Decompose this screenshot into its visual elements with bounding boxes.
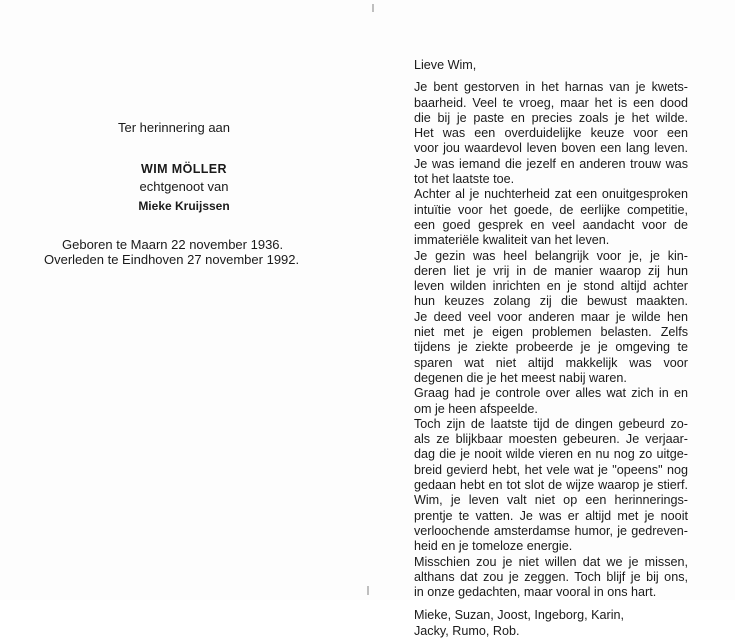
letter-line: degenen die je het meest nabij waren. xyxy=(414,370,627,385)
letter-line: verloochende amsterdamse humor, je gedreven- xyxy=(414,523,688,538)
letter-line: om je heen afspeelde. xyxy=(414,401,538,416)
letter-line: als ze blijkbaar moesten gebeuren. Je verjaar- xyxy=(414,432,688,447)
letter-line: tijdens je ziekte probeerde je je omgeving te xyxy=(414,340,688,355)
signoff-line: Jacky, Rumo, Rob. xyxy=(414,623,520,638)
letter-line: leven wilden inrichten en je stond altijd achter xyxy=(414,279,688,294)
right-panel xyxy=(368,0,735,638)
letter-line: Je bent gestorven in het harnas van je kwets- xyxy=(414,80,688,95)
letter xyxy=(414,58,688,639)
letter-line: Het was een overduidelijke keuze voor een xyxy=(414,126,688,141)
letter-line: niet met je eigen problemen belasten. Zelfs xyxy=(414,325,688,340)
letter-line: die bij je paste en precies zoals je het wilde. xyxy=(414,110,688,125)
letter-line: breid gevierd hebt, het vele wat je "opeens" nog xyxy=(414,462,688,477)
letter-line: immateriële kwaliteit van het leven. xyxy=(414,233,610,248)
spouse-name: Mieke Kruijssen xyxy=(138,199,230,213)
spouse-of-text: echtgenoot van xyxy=(139,179,229,194)
fold-mark xyxy=(367,586,369,595)
intro-text: Ter herinnering aan xyxy=(118,120,231,135)
letter-line: Achter al je nuchterheid zat een onuitgesproken xyxy=(414,187,688,202)
letter-line: hun keuzes zolang zij die bewust maakten. xyxy=(414,294,688,309)
letter-line: baarheid. Veel te vroeg, maar het is een dood xyxy=(414,95,688,110)
letter-line: heid en je tomeloze energie. xyxy=(414,539,573,554)
letter-line: dag die je nooit wilde vieren en nu nog zo uitge- xyxy=(414,447,688,462)
died-line: Overleden te Eindhoven 27 november 1992. xyxy=(44,252,300,267)
letter-signoff xyxy=(414,608,688,639)
letter-line: een goed gesprek en veel aandacht voor de xyxy=(414,217,688,232)
letter-greeting: Lieve Wim, xyxy=(414,58,477,72)
signoff-line: Mieke, Suzan, Joost, Ingeborg, Karin, xyxy=(414,608,625,623)
letter-line: intuïtie voor het goede, de eerlijke competitie, xyxy=(414,202,688,217)
letter-line: althans dat zou je zeggen. Toch blijf je bij ons, xyxy=(414,569,688,584)
letter-line: Je gezin was heel belangrijk voor je, je kin- xyxy=(414,248,688,263)
letter-line: Graag had je controle over alles wat zich in en xyxy=(414,386,688,401)
letter-line: Je was iemand die jezelf en anderen trouw was xyxy=(414,156,688,171)
letter-line: gedaan hebt en tot slot de wijze waarop je stierf. xyxy=(414,478,688,493)
left-panel xyxy=(0,0,368,600)
letter-body xyxy=(414,80,688,600)
fold-mark xyxy=(372,4,374,12)
letter-line: prentje te vatten. Je was er altijd met je nooit xyxy=(414,508,688,523)
letter-line: voor jou waardevol leven boven een lang leven. xyxy=(414,141,688,156)
letter-line: Je deed veel voor anderen maar je wilde hen xyxy=(414,309,688,324)
born-line: Geboren te Maarn 22 november 1936. xyxy=(62,237,284,252)
letter-line: deren liet je vrij in de manier waarop zij hun xyxy=(414,263,688,278)
letter-line: Toch zijn de laatste tijd de dingen gebeurd zo- xyxy=(414,416,688,431)
letter-line: sparen wat niet altijd makkelijk was voor xyxy=(414,355,688,370)
letter-line: Wim, je leven valt niet op een herinnerings- xyxy=(414,493,688,508)
deceased-name: WIM MÖLLER xyxy=(141,162,227,176)
letter-line: in onze gedachten, maar vooral in ons hart. xyxy=(414,585,657,600)
letter-line: Misschien zou je niet willen dat we je missen, xyxy=(414,554,688,569)
letter-line: tot het laatste toe. xyxy=(414,172,515,187)
